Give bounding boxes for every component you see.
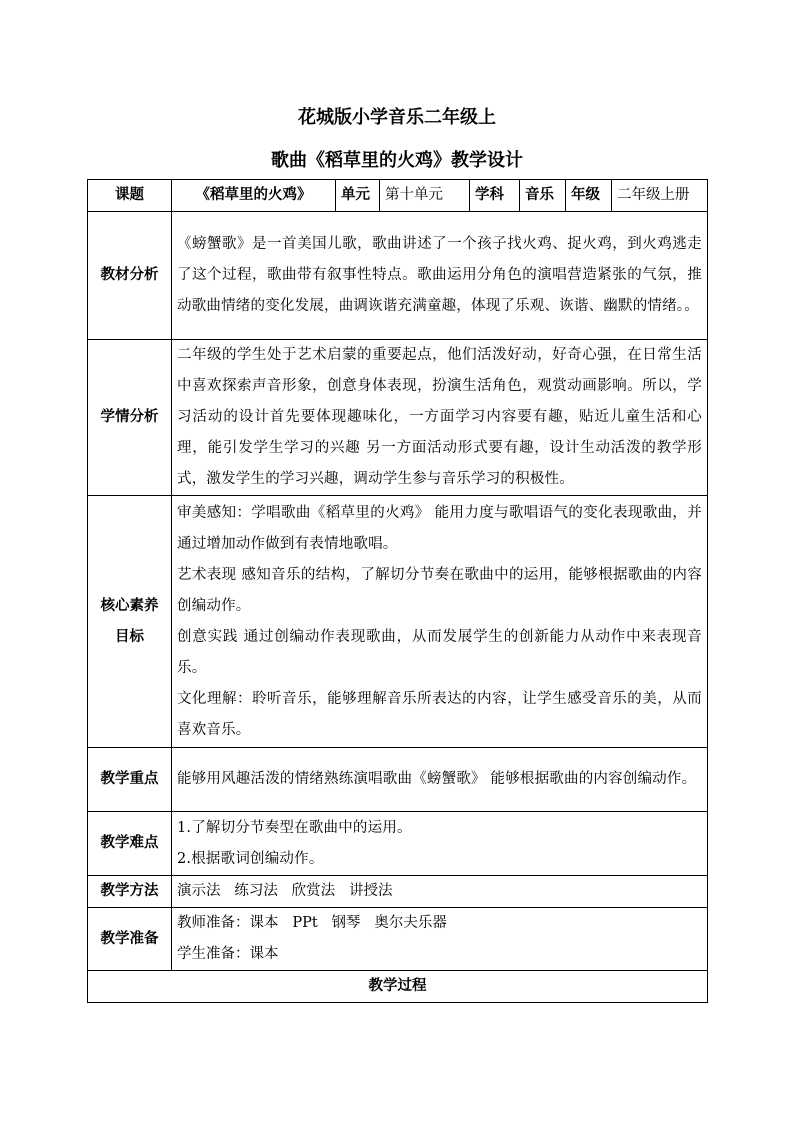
subject-label: 学科 [470, 180, 520, 212]
student-analysis-label: 学情分析 [88, 340, 172, 496]
difficulty-item: 2.根据歌词创编动作。 [177, 850, 324, 867]
goal-item: 创意实践 通过创编动作表现歌曲，从而发展学生的创新能力从动作中来表现音乐。 [177, 628, 702, 676]
material-analysis-row [88, 212, 708, 340]
student-preparation: 学生准备：课本 [177, 946, 279, 962]
key-point-row [88, 748, 708, 812]
grade-value: 二年级上册 [612, 180, 708, 212]
difficulty-label: 教学难点 [88, 812, 172, 876]
process-row [88, 971, 708, 1003]
unit-label: 单元 [336, 180, 380, 212]
core-goals-label [88, 496, 172, 748]
unit-value: 第十单元 [380, 180, 470, 212]
difficulty-text [172, 812, 708, 876]
topic-label: 课题 [88, 180, 172, 212]
key-point-text: 能够用风趣活泼的情绪熟练演唱歌曲《螃蟹歌》 能够根据歌曲的内容创编动作。 [172, 748, 708, 812]
methods-label: 教学方法 [88, 876, 172, 908]
methods-row [88, 876, 708, 908]
student-analysis-text: 二年级的学生处于艺术启蒙的重要起点，他们活泼好动，好奇心强，在日常生活中喜欢探索声音形象，创意身体表现，扮演生活角色，观赏动画影响。所以，学习活动的设计首先要体现趣味化，一方面学习内容要有趣，贴近儿童生活和心理，能引发学生学习的兴趣 另一方面活动形式要有趣，设计生动活泼的教学形式，激发学生的学习兴趣，调动学生参与音乐学习的积极性。 [172, 340, 708, 496]
document-subtitle: 歌曲《稻草里的火鸡》教学设计 [271, 150, 523, 171]
document-title: 花城版小学音乐二年级上 [298, 107, 496, 128]
info-row [88, 180, 708, 212]
goal-item: 审美感知：学唱歌曲《稻草里的火鸡》 能用力度与歌唱语气的变化表现歌曲，并通过增加动作做到有表情地歌唱。 [177, 504, 702, 552]
teaching-process-heading: 教学过程 [88, 971, 708, 1003]
preparation-row [88, 908, 708, 971]
material-analysis-label: 教材分析 [88, 212, 172, 340]
material-analysis-text: 《螃蟹歌》是一首美国儿歌，歌曲讲述了一个孩子找火鸡、捉火鸡，到火鸡逃走了这个过程，歌曲带有叙事性特点。歌曲运用分角色的演唱营造紧张的气氛，推动歌曲情绪的变化发展，曲调诙谐充满童趣，体现了乐观、诙谐、幽默的情绪。。 [172, 212, 708, 340]
grade-label: 年级 [566, 180, 612, 212]
subject-value: 音乐 [520, 180, 566, 212]
preparation-text [172, 908, 708, 971]
key-point-label: 教学重点 [88, 748, 172, 812]
goal-item: 艺术表现 感知音乐的结构，了解切分节奏在歌曲中的运用，能够根据歌曲的内容创编动作。 [177, 566, 702, 614]
lesson-plan-table [87, 179, 708, 1003]
teacher-preparation: 教师准备：课本 PPt 钢琴 奥尔夫乐器 [177, 915, 447, 931]
topic-value: 《稻草里的火鸡》 [172, 180, 336, 212]
difficulty-row [88, 812, 708, 876]
core-goals-label-line2: 目标 [115, 628, 144, 645]
student-analysis-row [88, 340, 708, 496]
methods-text: 演示法 练习法 欣赏法 讲授法 [172, 876, 708, 908]
core-goals-label-line1: 核心素养 [100, 597, 159, 614]
difficulty-item: 1.了解切分节奏型在歌曲中的运用。 [177, 819, 412, 836]
preparation-label: 教学准备 [88, 908, 172, 971]
goal-item: 文化理解：聆听音乐，能够理解音乐所表达的内容，让学生感受音乐的美，从而喜欢音乐。 [177, 690, 702, 738]
core-goals-row [88, 496, 708, 748]
core-goals-text [172, 496, 708, 748]
